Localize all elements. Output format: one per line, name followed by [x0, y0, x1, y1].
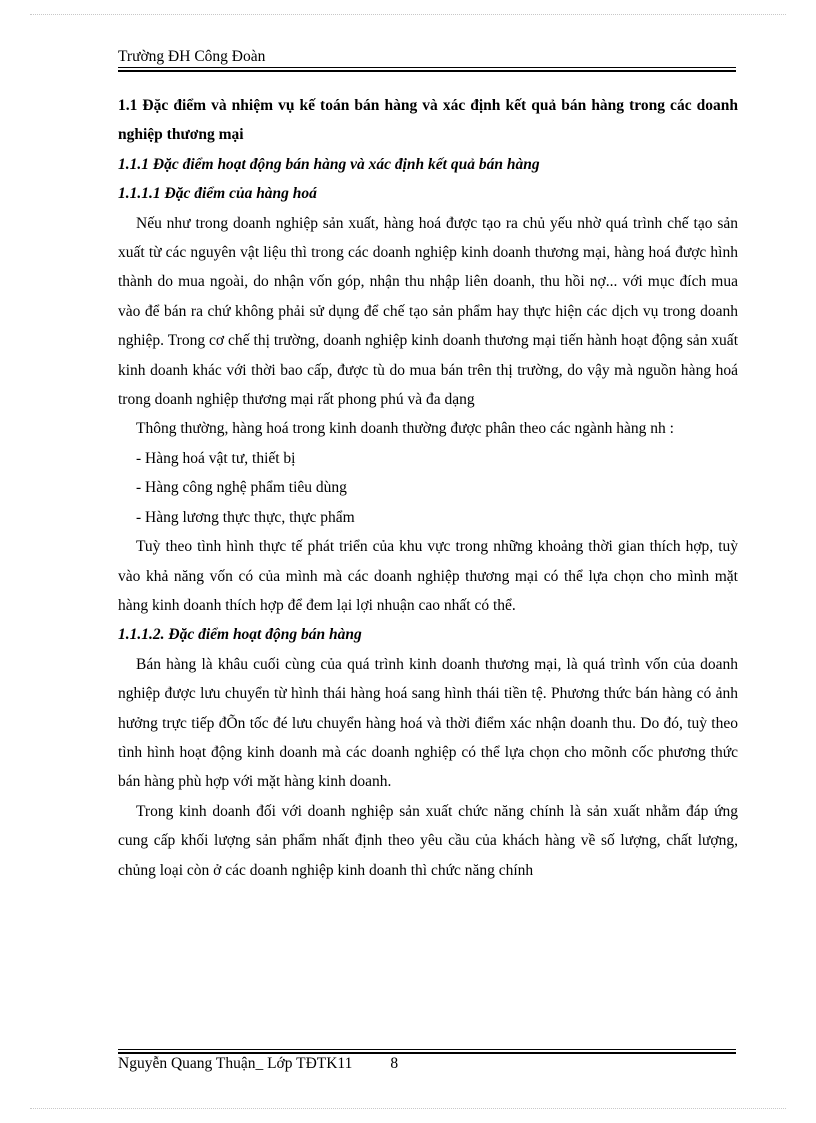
paragraph-goods-origin: Nếu như trong doanh nghiệp sản xuất, hàng hoá được tạo ra chủ yếu nhờ quá trình chế tạo sản xuất từ các nguyên vật liệu thì trong các doanh nghiệp kinh doanh thương mại, hàng hoá được hình thành do mua ngoài, do nhận vốn góp, nhận thu nhập liên doanh, thu hồi nợ... với mục đích mua vào để bán ra chứ không phải sử dụng để chế tạo sản phẩm hay thực hiện các dịch vụ trong doanh nghiệp. Trong cơ chế thị trường, doanh nghiệp kinh doanh thương mại tiến hành hoạt động sản xuất kinh doanh khác với thời bao cấp, được tù do mua bán trên thị trường, do vậy mà nguồn hàng hoá trong doanh nghiệp thương mại rất phong phú và đa dạng — [118, 214, 738, 409]
footer-author: Nguyễn Quang Thuận_ Lớp TĐTK11 — [118, 1055, 353, 1072]
footer-rule — [118, 1049, 736, 1054]
paragraph-goods-classification: Thông thường, hàng hoá trong kinh doanh thường được phân theo các ngành hàng nh : — [136, 420, 674, 438]
heading-1-1-1: 1.1.1 Đặc điểm hoạt động bán hàng và xác định kết quả bán hàng — [118, 155, 540, 173]
list-item: - Hàng lương thực thực, thực phẩm — [136, 508, 355, 526]
page-top-border — [30, 14, 786, 15]
paragraph-production-function: Trong kinh doanh đối với doanh nghiệp sản xuất chức năng chính là sản xuất nhằm đáp ứng cung cấp khối lượng sản phẩm nhất định theo yêu cầu của khách hàng về số lượng, chất lượng, chủng loại còn ở các doanh nghiệp kinh doanh thì chức năng chính — [118, 802, 738, 879]
page-body — [118, 91, 738, 885]
heading-1-1-1-1: 1.1.1.1 Đặc điểm của hàng hoá — [118, 185, 317, 203]
page-footer — [118, 1055, 398, 1073]
page-header: Trường ĐH Công Đoàn — [118, 48, 266, 65]
paragraph-goods-selection: Tuỳ theo tình hình thực tế phát triển của khu vực trong những khoảng thời gian thích hợp, tuỳ vào khả năng vốn có của mình mà các doanh nghiệp thương mại có thể lựa chọn cho mình mặt hàng kinh doanh thích hợp để đem lại lợi nhuận cao nhất có thể. — [118, 538, 738, 614]
heading-1-1-1-2: 1.1.1.2. Đặc điểm hoạt động bán hàng — [118, 626, 362, 644]
heading-1-1: 1.1 Đặc điểm và nhiệm vụ kế toán bán hàng và xác định kết quả bán hàng trong các doanh nghiệp thương mại — [118, 97, 738, 144]
page-number: 8 — [390, 1055, 399, 1072]
list-item: - Hàng hoá vật tư, thiết bị — [136, 449, 296, 467]
page-bottom-border — [30, 1108, 786, 1109]
list-item: - Hàng công nghệ phẩm tiêu dùng — [136, 479, 347, 497]
paragraph-sales-stage: Bán hàng là khâu cuối cùng của quá trình kinh doanh thương mại, là quá trình vốn của doanh nghiệp được lưu chuyển từ hình thái hàng hoá sang hình thái tiền tệ. Phương thức bán hàng có ảnh hưởng trực tiếp đÕn tốc đé lưu chuyển hàng hoá và thời điểm xác nhận doanh thu. Do đó, tuỳ theo tình hình hoạt động kinh doanh mà các doanh nghiệp có thể lựa chọn cho mõnh cốc phương thức bán hàng phù hợp với mặt hàng kinh doanh. — [118, 655, 738, 791]
header-rule — [118, 67, 736, 72]
